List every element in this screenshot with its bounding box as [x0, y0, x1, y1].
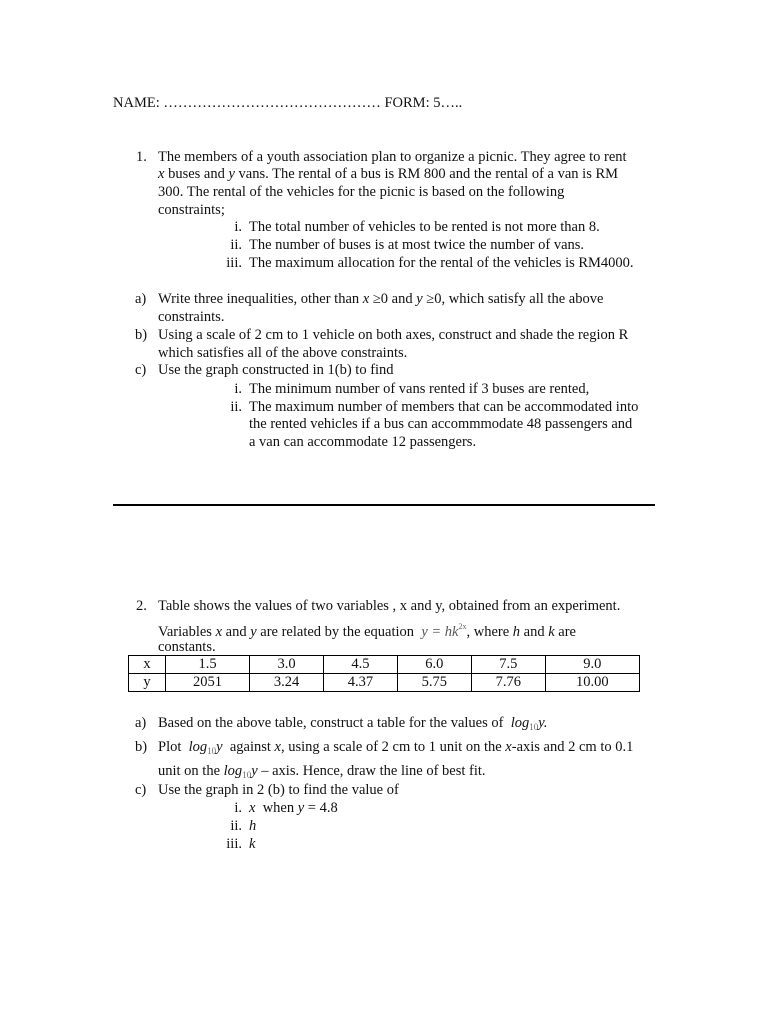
table-cell: 2051	[166, 674, 250, 692]
q1a-pre: Write three inequalities, other than	[158, 291, 360, 307]
q2b-tail: -axis and 2 cm to 0.1	[511, 739, 634, 755]
section-divider	[113, 504, 655, 506]
log-symbol: log	[510, 715, 530, 731]
var-h: h	[512, 624, 521, 640]
q2c-label: c)	[135, 782, 147, 798]
table-cell: 4.37	[323, 674, 397, 692]
constraint-num: iii.	[226, 255, 242, 271]
q2b-unit-on: unit on the	[158, 763, 221, 779]
table-cell: 9.0	[545, 656, 639, 674]
q1c-sub-num: i.	[234, 381, 242, 397]
table-header-cell: y	[129, 674, 166, 692]
q2-and-k: and	[523, 624, 545, 640]
table-cell: 1.5	[166, 656, 250, 674]
q2-line3: constants.	[158, 639, 216, 655]
q2b-line1	[158, 738, 633, 760]
table-cell: 5.75	[397, 674, 471, 692]
q1-stem-line2	[158, 165, 618, 183]
q2c-value: = 4.8	[307, 800, 338, 816]
log-base: 10	[529, 722, 539, 732]
log-symbol: log	[188, 739, 208, 755]
q1a-zero-and: 0 and	[380, 291, 413, 307]
table-cell: 6.0	[397, 656, 471, 674]
table-cell: 3.0	[250, 656, 324, 674]
q2-number: 2.	[136, 598, 147, 614]
q1-stem-buses: buses and	[168, 166, 225, 182]
table-cell: 7.76	[471, 674, 545, 692]
table-cell: 3.24	[250, 674, 324, 692]
var-k: k	[249, 836, 256, 852]
q2-line1: Table shows the values of two variables , x and y, obtained from an experiment.	[158, 598, 621, 614]
var-y: y.	[538, 715, 548, 731]
q1b-label: b)	[135, 327, 148, 343]
q1c-line1: Use the graph constructed in 1(b) to find	[158, 362, 394, 378]
q1c-sub-text: The minimum number of vans rented if 3 buses are rented,	[249, 381, 590, 397]
var-y: y	[216, 739, 223, 755]
var-x: x	[215, 624, 223, 640]
q2a-line	[158, 714, 548, 736]
var-y: y	[251, 763, 258, 779]
q1a-zero-which: 0, which satisfy all the above	[434, 291, 604, 307]
q1b-line1: Using a scale of 2 cm to 1 vehicle on both axes, construct and shade the region R	[158, 327, 629, 343]
q1-stem-line3: 300. The rental of the vehicles for the picnic is based on the following	[158, 184, 565, 200]
var-y: y	[297, 800, 305, 816]
q2-where: , where	[466, 624, 510, 640]
table-header-cell: x	[129, 656, 166, 674]
q2-line2	[158, 618, 576, 641]
q2b-against: against	[229, 739, 271, 755]
q2c-sub-num: iii.	[226, 836, 242, 852]
var-y: y	[228, 166, 235, 182]
q2-and: and	[225, 624, 247, 640]
table-row	[129, 674, 640, 692]
q1a-line1	[158, 290, 603, 308]
equation: y = hk	[421, 624, 459, 640]
log-symbol: log	[223, 763, 243, 779]
table-cell: 7.5	[471, 656, 545, 674]
table-cell: 4.5	[323, 656, 397, 674]
constraint-text: The number of buses is at most twice the number of vans.	[249, 237, 585, 253]
q1a-label: a)	[135, 291, 147, 307]
q2b-mid: using a scale of 2 cm to 1 unit on the	[288, 739, 502, 755]
q2-related: are related by the equation	[260, 624, 415, 640]
var-x: x	[505, 739, 512, 755]
constraint-text: The total number of vehicles to be rented is not more than 8.	[249, 219, 600, 235]
name-form-line: NAME: ……………………………………… FORM: 5…..	[113, 95, 463, 111]
q1-stem-vans: vans. The rental of a bus is RM 800 and the rental of a van is RM	[238, 166, 619, 182]
q2c-sub-text	[249, 817, 256, 835]
constraint-text: The maximum allocation for the rental of the vehicles is RM4000.	[249, 255, 634, 271]
q1c-sub-num: ii.	[230, 399, 242, 415]
q2c-sub-text	[249, 835, 255, 853]
q1c-label: c)	[135, 362, 147, 378]
table-row	[129, 656, 640, 674]
q1c-sub-text: the rented vehicles if a bus can accommmodate 48 passengers and	[249, 416, 633, 432]
q1-number: 1.	[136, 149, 147, 165]
q2c-sub-num: ii.	[230, 818, 242, 834]
q2c-line1: Use the graph in 2 (b) to find the value of	[158, 782, 399, 798]
q2c-sub-num: i.	[234, 800, 242, 816]
constraint-num: ii.	[230, 237, 242, 253]
table-cell: 10.00	[545, 674, 639, 692]
q2a-label: a)	[135, 715, 147, 731]
var-x: x	[158, 166, 165, 182]
q2c-when: when	[262, 800, 295, 816]
var-y: y	[250, 624, 257, 640]
var-y: y	[416, 291, 423, 307]
q2a-text: Based on the above table, construct a table for the values of	[158, 715, 504, 731]
var-h: h	[249, 818, 257, 834]
q2c-sub-text	[249, 799, 338, 817]
var-x: x	[362, 291, 370, 307]
var-x: x	[249, 800, 256, 816]
ge-symbol: ≥	[426, 291, 435, 307]
log-base: 10	[207, 746, 217, 756]
q2b-axis: – axis. Hence, draw the line of best fit.	[261, 763, 486, 779]
q1-stem-line1: The members of a youth association plan to organize a picnic. They agree to rent	[158, 149, 627, 165]
q2-variables: Variables	[158, 624, 212, 640]
log-base: 10	[242, 770, 252, 780]
q2b-label: b)	[135, 739, 148, 755]
equation-exponent: 2x	[458, 622, 467, 631]
q1a-line2: constraints.	[158, 309, 225, 325]
q1b-line2: which satisfies all of the above constraints.	[158, 345, 408, 361]
ge-symbol: ≥	[372, 291, 381, 307]
var-k: k	[548, 624, 555, 640]
q1c-sub-text: The maximum number of members that can be accommodated into	[249, 399, 639, 415]
q2b-plot: Plot	[158, 739, 182, 755]
q2-are: are	[558, 624, 576, 640]
var-x: x,	[274, 739, 285, 755]
data-table	[128, 655, 640, 692]
constraint-num: i.	[234, 219, 242, 235]
q1-stem-line4: constraints;	[158, 202, 225, 218]
q1c-sub-text: a van can accommodate 12 passengers.	[249, 434, 477, 450]
